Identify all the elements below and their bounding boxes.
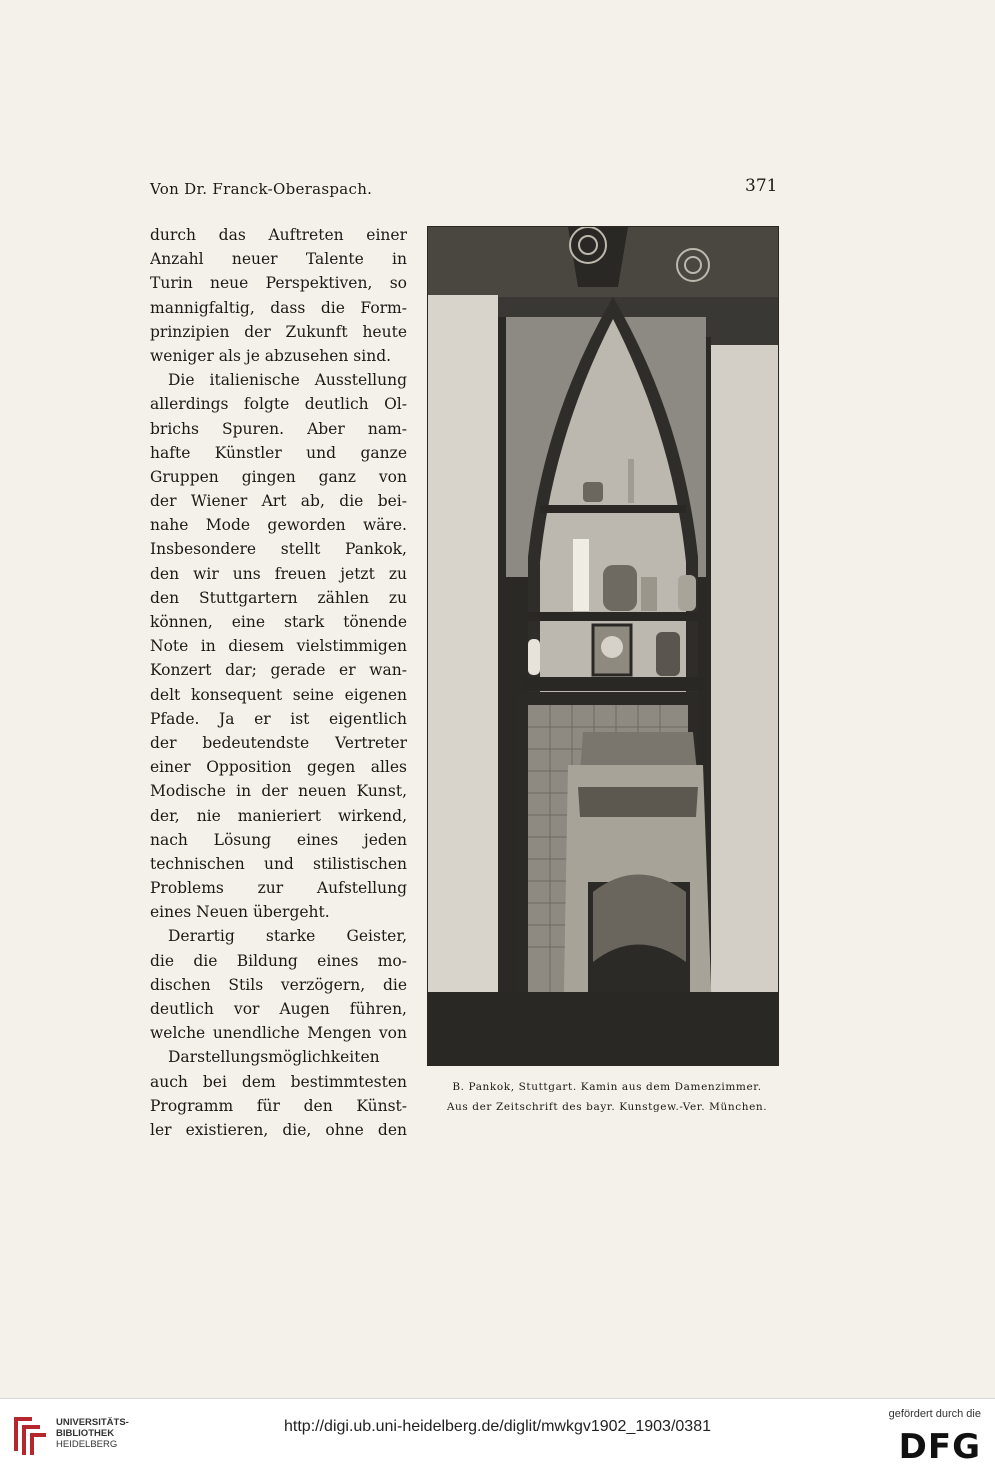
text-line: einer Opposition gegen alles: [150, 758, 407, 777]
text-line: allerdings folgte deutlich Ol-: [150, 395, 407, 414]
figure-caption-line-2: Aus der Zeitschrift des bayr. Kunstgew.-Ver. München.: [446, 1101, 768, 1113]
text-line: prinzipien der Zukunft heute: [150, 322, 407, 341]
page-number: 371: [745, 176, 778, 196]
text-line: der bedeutendste Vertreter: [150, 733, 407, 752]
dfg-logo: DFG: [898, 1427, 981, 1467]
text-line: hafte Künstler und ganze: [150, 443, 407, 462]
text-line: können, eine stark tönende: [150, 613, 407, 631]
text-line: der, nie manieriert wirkend,: [150, 806, 407, 825]
figure-caption-line-1: B. Pankok, Stuttgart. Kamin aus dem Damenzimmer.: [452, 1081, 762, 1093]
text-line: Problems zur Aufstellung: [150, 879, 407, 898]
text-line: mannigfaltig, dass die Form-: [150, 298, 407, 317]
text-line: Die italienische Ausstellung: [168, 371, 407, 390]
text-line: Modische in der neuen Kunst,: [150, 782, 407, 801]
body-text-column: [150, 223, 407, 1142]
text-line: Pfade. Ja er ist eigentlich: [150, 709, 407, 728]
text-line: Insbesondere stellt Pankok,: [150, 540, 407, 559]
text-line: deutlich vor Augen führen,: [150, 1000, 407, 1018]
text-line: Konzert dar; gerade er wan-: [150, 661, 407, 680]
text-line: dischen Stils verzögern, die: [150, 975, 407, 994]
text-line: der Wiener Art ab, die bei-: [150, 492, 407, 511]
library-name-line-3: HEIDELBERG: [56, 1439, 118, 1450]
text-line: Programm für den Künst-: [150, 1096, 407, 1115]
text-line: Turin neue Perspektiven, so: [150, 274, 407, 293]
text-line: durch das Auftreten einer: [150, 226, 407, 244]
text-line: den Stuttgartern zählen zu: [150, 588, 407, 607]
text-line: technischen und stilistischen: [150, 854, 407, 873]
text-line: den wir uns freuen jetzt zu: [150, 564, 407, 583]
text-line: Gruppen gingen ganz von: [150, 467, 407, 486]
text-line: Darstellungsmöglichkeiten: [168, 1048, 380, 1067]
text-line: ler existieren, die, ohne den: [150, 1120, 407, 1139]
fireplace-photograph: [427, 226, 779, 1066]
text-line: Note in diesem vielstimmigen: [150, 637, 407, 656]
funded-by-label: gefördert durch die: [888, 1408, 981, 1420]
text-line: weniger als je abzusehen sind.: [150, 346, 392, 365]
library-name-line-1: UNIVERSITÄTS-: [56, 1417, 129, 1428]
footer-bar: [0, 1398, 995, 1471]
library-name-line-2: BIBLIOTHEK: [56, 1428, 115, 1439]
permalink-url[interactable]: http://digi.ub.uni-heidelberg.de/diglit/mwkgv1902_1903/0381: [284, 1418, 711, 1435]
text-line: nach Lösung eines jeden: [150, 830, 407, 849]
text-line: Derartig starke Geister,: [168, 927, 407, 946]
text-line: eines Neuen übergeht.: [150, 903, 330, 922]
text-line: welche unendliche Mengen von: [150, 1024, 407, 1043]
text-line: die die Bildung eines mo-: [150, 951, 407, 970]
text-line: nahe Mode geworden wäre.: [150, 516, 407, 535]
text-line: auch bei dem bestimmtesten: [150, 1072, 407, 1091]
text-line: delt konsequent seine eigenen: [150, 685, 407, 704]
text-line: brichs Spuren. Aber nam-: [150, 419, 407, 438]
running-head: Von Dr. Franck-Oberaspach.: [150, 180, 373, 198]
text-line: Anzahl neuer Talente in: [150, 250, 407, 269]
